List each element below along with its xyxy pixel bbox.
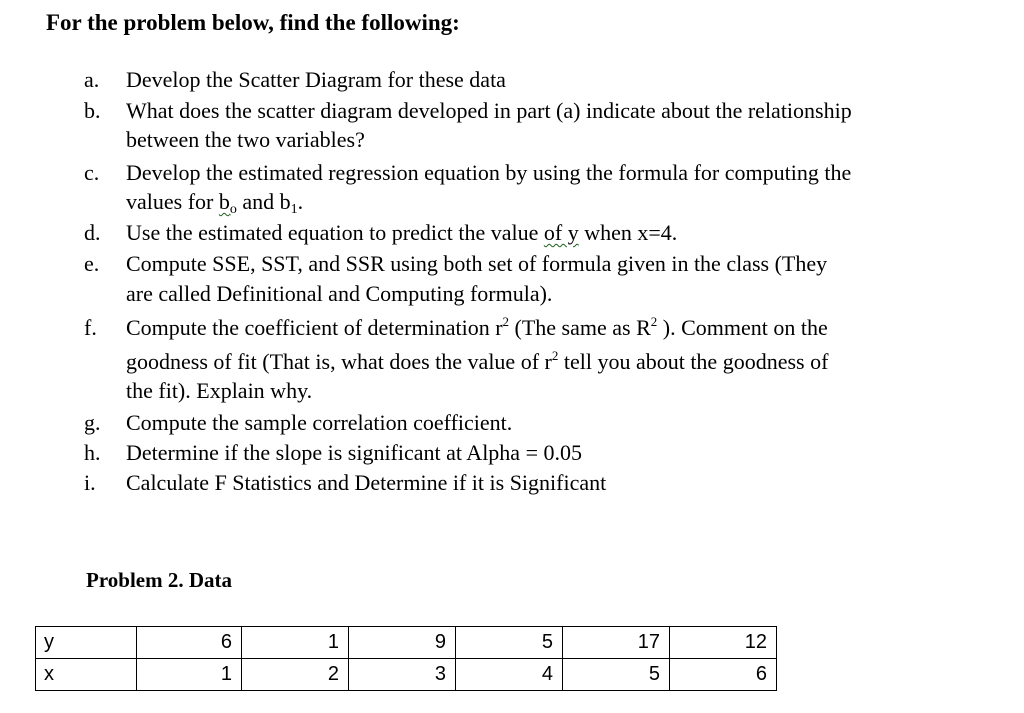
task-text: Compute SSE, SST, and SSR using both set of formula given in the class (They bbox=[126, 251, 828, 276]
table-cell: 2 bbox=[242, 659, 349, 691]
task-text: the fit). Explain why. bbox=[126, 378, 313, 403]
task-text: goodness of fit (That is, what does the value of $r^2$ tell you about the goodness of bbox=[126, 348, 829, 374]
row-label-y: y bbox=[36, 627, 137, 659]
task-text: Develop the estimated regression equation by using the formula for computing the bbox=[126, 160, 852, 185]
row-label-x: x bbox=[36, 659, 137, 691]
table-cell: 1 bbox=[137, 659, 242, 691]
task-text: values for bo and b1. bbox=[126, 189, 304, 217]
table-cell: 6 bbox=[137, 627, 242, 659]
table-cell: 5 bbox=[563, 659, 670, 691]
task-text: Compute the coefficient of determination $r^2$ (The same as $R^2$ ). Comment on the bbox=[126, 314, 828, 340]
data-table bbox=[35, 626, 777, 691]
task-text: Calculate F Statistics and Determine if it is Significant bbox=[126, 470, 607, 495]
task-letter: b. bbox=[84, 98, 101, 123]
task-text: between the two variables? bbox=[126, 127, 365, 152]
table-row bbox=[36, 659, 777, 691]
task-letter: a. bbox=[84, 67, 100, 92]
task-text: are called Definitional and Computing formula). bbox=[126, 281, 553, 306]
table-cell: 1 bbox=[242, 627, 349, 659]
task-text: Use the estimated equation to predict the value of y when x=4. bbox=[126, 220, 678, 245]
task-letter: c. bbox=[84, 160, 100, 185]
task-letter: d. bbox=[84, 220, 101, 245]
table-cell: 17 bbox=[563, 627, 670, 659]
table-cell: 4 bbox=[456, 659, 563, 691]
b0-symbol: bo bbox=[218, 189, 237, 217]
task-letter: f. bbox=[84, 315, 97, 340]
table-row bbox=[36, 627, 777, 659]
task-text: Compute the sample correlation coefficient. bbox=[126, 410, 513, 435]
task-letter: i. bbox=[84, 470, 96, 495]
task-letter: g. bbox=[84, 410, 101, 435]
problem-title: Problem 2. Data bbox=[86, 568, 233, 592]
task-text: Develop the Scatter Diagram for these data bbox=[126, 67, 506, 92]
task-text: Determine if the slope is significant at Alpha = 0.05 bbox=[126, 440, 582, 465]
table-cell: 12 bbox=[670, 627, 777, 659]
page-heading: For the problem below, find the following: bbox=[46, 10, 460, 35]
task-letter: e. bbox=[84, 251, 100, 276]
table-cell: 3 bbox=[349, 659, 456, 691]
table-cell: 9 bbox=[349, 627, 456, 659]
task-text: What does the scatter diagram developed in part (a) indicate about the relationship bbox=[126, 98, 852, 123]
task-letter: h. bbox=[84, 440, 101, 465]
table-cell: 5 bbox=[456, 627, 563, 659]
table-cell: 6 bbox=[670, 659, 777, 691]
